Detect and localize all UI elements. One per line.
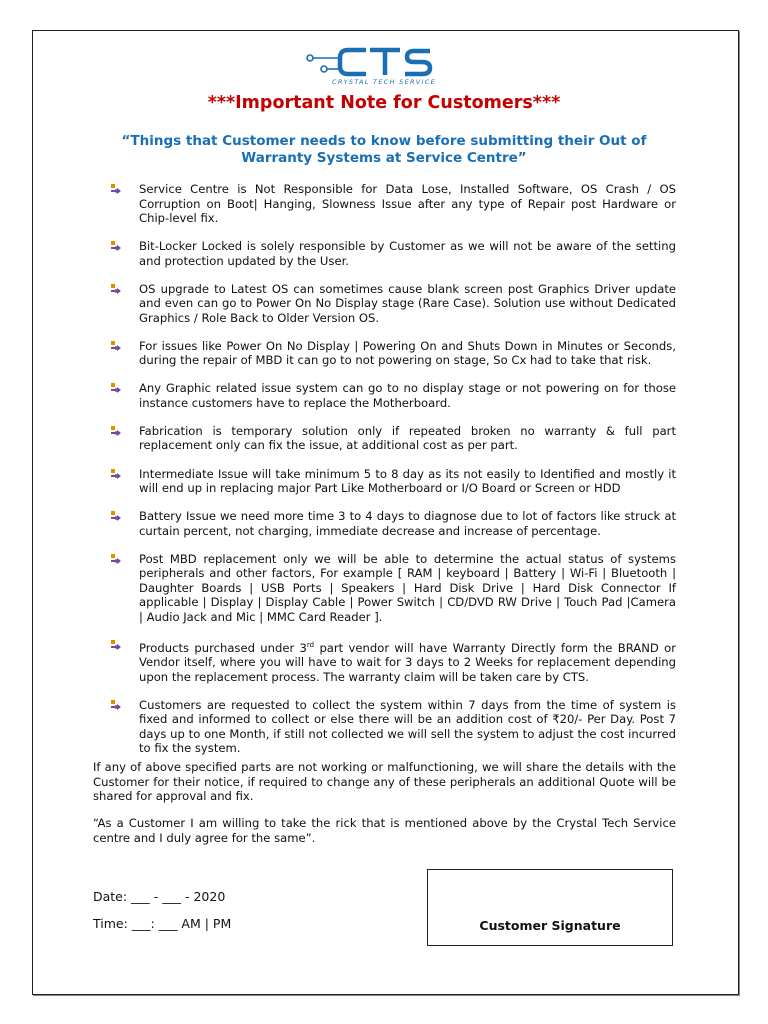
agreement-paragraph: “As a Customer I am willing to take the rick that is mentioned above by the Crystal Tech Service centre and I duly agree for the same”.	[93, 816, 676, 845]
bullet-arrow-icon	[110, 425, 122, 438]
note-text	[139, 641, 676, 684]
list-item	[110, 424, 676, 453]
note-text: Post MBD replacement only we will be able to determine the actual status of systems peripherals and other factors, For example [ RAM | keyboard | Battery | Wi-Fi | Bluetooth | Daughter Boards | USB Ports | Speakers | Hard Disk Drive | Hard Disk Connector If applicable | Display | Display Cable | Power Switch | CD/DVD RW Drive | Touch Pad |Camera | Audio Jack and Mic | MMC Card Reader ].	[139, 551, 676, 624]
note-text: Customers are requested to collect the system within 7 days from the time of system is fixed and informed to collect or else there will be an addition cost of ₹20/- Per Day. Post 7 days up to one Month, if still not collected we will sell the system to adjust the cost incurred to fix the system.	[139, 697, 676, 756]
list-item	[110, 381, 676, 410]
list-item	[110, 282, 676, 326]
bullet-arrow-icon	[110, 340, 122, 353]
list-item	[110, 239, 676, 268]
note-vendor-after: part vendor will have Warranty Directly form the BRAND or Vendor itself, where you will have to wait for 3 days to 2 Weeks for replacement depending upon the replacement process. The warranty claim will be taken care by CTS.	[139, 640, 676, 684]
bullet-arrow-icon	[110, 183, 122, 196]
page-title: ***Important Note for Customers***	[207, 93, 561, 113]
note-text: Battery Issue we need more time 3 to 4 days to diagnose due to lot of factors like struck at curtain percent, not charging, immediate decrease and increase of percentage.	[139, 509, 676, 538]
logo-tagline: CRYSTAL TECH SERVICE	[332, 78, 436, 86]
note-text: OS upgrade to Latest OS can sometimes cause blank screen post Graphics Driver update and even can go to Power On No Display stage (Rare Case). Solution use without Dedicated Graphics / Role Back to Older Version OS.	[139, 281, 676, 325]
list-item	[110, 509, 676, 538]
signature-label: Customer Signature	[479, 918, 621, 933]
bullet-arrow-icon	[110, 240, 122, 253]
list-item	[110, 698, 676, 756]
list-item	[110, 638, 676, 684]
note-text: Intermediate Issue will take minimum 5 to 8 day as its not easily to Identified and mostly it will end up in replacing major Part Like Motherboard or I/O Board or Screen or HDD	[139, 466, 676, 496]
bullet-arrow-icon	[110, 382, 122, 395]
notes-list	[110, 182, 676, 769]
bullet-arrow-icon	[110, 468, 122, 481]
page-subtitle: “Things that Customer needs to know before submitting their Out of Warranty Systems at Service Centre”	[121, 133, 647, 166]
cts-logo	[0, 42, 768, 86]
list-item	[110, 339, 676, 368]
note-text: Any Graphic related issue system can go to no display stage or not powering on for those instance customers have to replace the Motherboard.	[139, 381, 676, 410]
note-text: Bit-Locker Locked is solely responsible by Customer as we will not be aware of the setting and protection updated by the User.	[139, 239, 676, 268]
note-vendor-sup: rd	[306, 640, 315, 649]
list-item	[110, 467, 676, 496]
bullet-arrow-icon	[110, 283, 122, 296]
bullet-arrow-icon	[110, 553, 122, 566]
note-text: For issues like Power On No Display | Powering On and Shuts Down in Minutes or Seconds, during the repair of MBD it can go to not powering on stage, So Cx had to take that risk.	[139, 338, 676, 368]
note-text: Service Centre is Not Responsible for Data Lose, Installed Software, OS Crash / OS Corruption on Boot| Hanging, Slowness Issue after any type of Repair post Hardware or Chip-level fix.	[139, 182, 676, 225]
time-field: Time: ___: ___ AM | PM	[93, 916, 232, 931]
cts-logo-icon	[304, 42, 464, 86]
bullet-arrow-icon	[110, 510, 122, 523]
parts-paragraph: If any of above specified parts are not working or malfunctioning, we will share the details with the Customer for their notice, if required to change any of these peripherals an additional Quote will be shared for approval and fix.	[93, 760, 676, 803]
date-field: Date: ___ - ___ - 2020	[93, 889, 226, 904]
bullet-arrow-icon	[110, 639, 122, 652]
signature-box	[427, 869, 673, 946]
bullet-arrow-icon	[110, 699, 122, 712]
list-item	[110, 182, 676, 226]
note-text: Fabrication is temporary solution only if repeated broken no warranty & full part replacement only can fix the issue, at additional cost as per part.	[139, 423, 676, 453]
list-item	[110, 552, 676, 625]
note-vendor-before: Products purchased under 3	[139, 640, 307, 655]
